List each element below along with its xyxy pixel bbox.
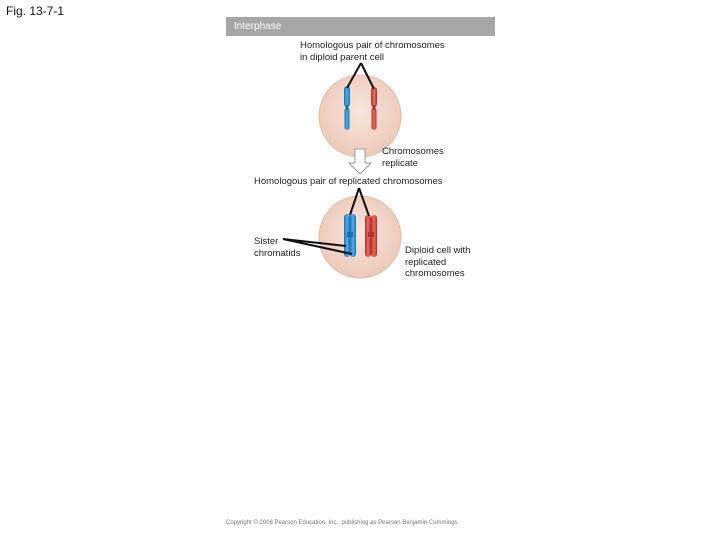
diploid-replicated-label: Diploid cell with replicated chromosomes: [405, 245, 471, 279]
homologous-pair-replicated-label: Homologous pair of replicated chromosomes: [254, 176, 443, 187]
chromosomes-replicate-label: Chromosomes replicate: [382, 146, 444, 169]
copyright-footer: Copyright © 2008 Pearson Education, Inc., publishing as Pearson Benjamin Cummings.: [226, 520, 460, 526]
figure-label: Fig. 13-7-1: [6, 4, 65, 18]
phase-title: Interphase: [234, 21, 282, 32]
parent-cell: [319, 75, 401, 157]
red-replicated-chromosome: [365, 215, 377, 257]
replicated-cell: [319, 196, 401, 278]
blue-replicated-chromosome: [344, 214, 356, 257]
homologous-pair-parent-label: Homologous pair of chromosomes in diploid parent cell: [300, 40, 445, 63]
sister-chromatids-label: Sister chromatids: [254, 236, 301, 259]
